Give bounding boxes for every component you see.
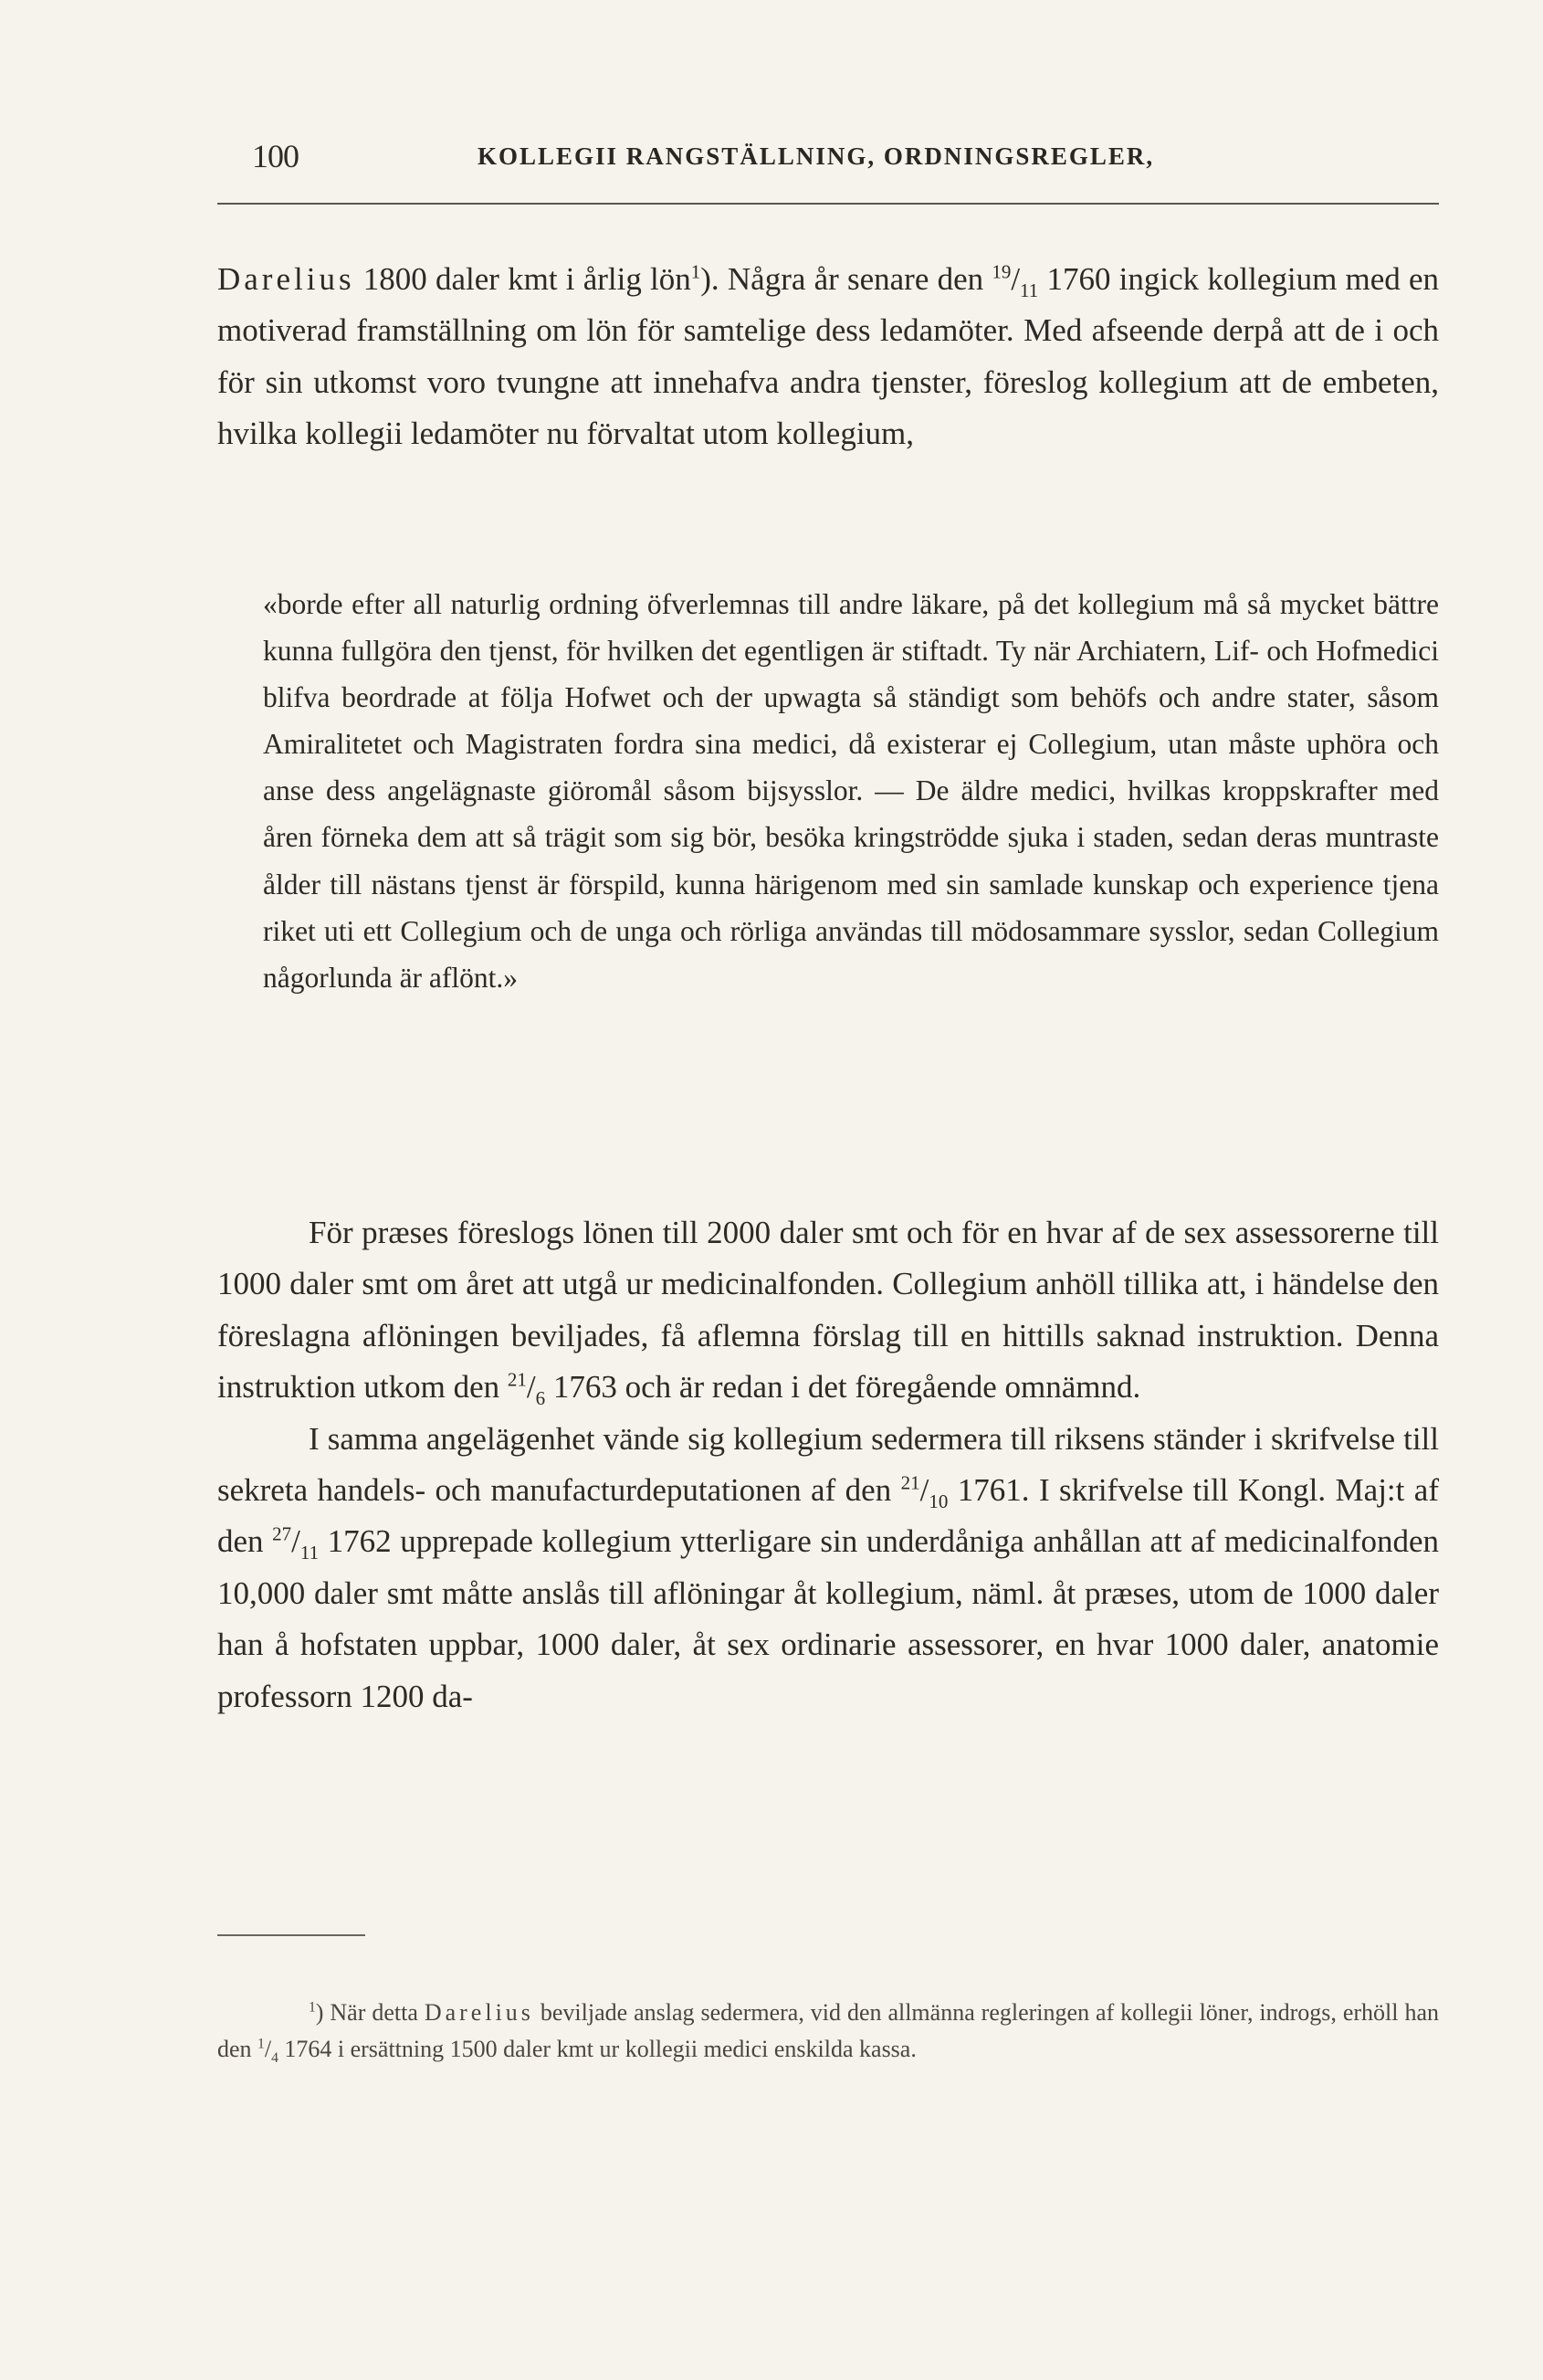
text-segment: beviljade anslag sedermera, vid den allmänna regleringen af kollegii löner, indrogs, erhöll han den — [217, 1999, 1439, 2062]
date-day: 21 — [507, 1368, 527, 1391]
date-month: 11 — [299, 1542, 320, 1564]
page-number: 100 — [252, 138, 299, 174]
footnote-marker: 1 — [309, 1999, 316, 2016]
person-name-darelius: Darelius — [217, 261, 355, 297]
footnote: $^1$) När detta Darelius beviljade anslag sedermera, vid den allmänna regleringen af kollegii löner, indrogs, erhöll han den $^1/_4$ 1764 i ersättning 1500 daler kmt ur kollegii medici enskilda kassa. — [217, 1999, 1439, 2067]
date-month: 11 — [1020, 279, 1039, 301]
header-rule — [217, 203, 1439, 205]
text-segment: I samma angelägenhet vände sig kollegium sedermera till riksens ständer i skrifvelse till sekreta handels- och manufacturdeputationen af den — [217, 1420, 1439, 1509]
date-month: 6 — [535, 1387, 546, 1410]
text-segment: För præses föreslogs lönen till 2000 daler smt och för en hvar af de sex assessorerne till 1000 daler smt om året att utgå ur medicinalfonden. Collegium anhöll tillika att, i händelse den föreslagna aflöningen beviljades, få aflemna förslag till en hittills saknad instruktion. Denna instruktion utkom den — [217, 1215, 1439, 1406]
text-segment: 1763 och är redan i det föregående omnämnd. — [545, 1369, 1141, 1406]
date-month: 10 — [929, 1490, 949, 1513]
text-segment: 1800 daler kmt i årlig lön — [354, 261, 691, 297]
block-quote: «borde efter all naturlig ordning öfverlemnas till andre läkare, på det kollegium må så mycket bättre kunna fullgöra den tjenst, för hvilken det egentligen är stiftadt. Ty när Archiatern, Lif- och Hofmedici blifva beordrade at följa Hofwet och der upwagta så ständigt som behöfs och andre stater, såsom Amiralitetet och Magistraten fordra sina medici, då existerar ej Collegium, utan måste uphöra och anse dess angelägnaste giöromål såsom bijsysslor. — De äldre medici, hvilkas kroppskrafter med åren förneka dem att så trägit som sig bör, besöka kringströdde sjuka i staden, sedan deras muntraste ålder till nästans tjenst är förspild, kunna härigenom med sin samlade kunskap och experience tjena riket uti ett Collegium och de unga och rörliga användas till mödosammare sysslor, sedan Collegium någorlunda är aflönt.» — [263, 588, 1439, 994]
paragraph-darelius-salary: Darelius 1800 daler kmt i årlig lön$^1$). Några år senare den $^{19}/_{11}$ 1760 ingick kollegium med en motiverad framställning om lön för samtelige dess ledamöter. Med afseende derpå att de i och för sin utkomst voro tvungne att innehafva andra tjenster, föreslog kollegium att de embeten, hvilka kollegii ledamöter nu förvaltat utom kollegium, — [217, 260, 1439, 452]
date-day: 1 — [257, 2036, 265, 2052]
text-segment: 1762 upprepade kollegium ytterligare sin underdåniga anhållan att af medicinalfonden 10,000 daler smt måtte anslås till aflöningar åt kollegium, näml. åt præses, utom de 1000 daler han å hofstaten uppbar, 1000 daler, åt sex ordinarie assessorer, en hvar 1000 daler, anatomie professorn 1200 da- — [217, 1523, 1439, 1714]
paragraph-praeses-salary: För præses föreslogs lönen till 2000 daler smt och för en hvar af de sex assessorerne till 1000 daler smt om året att utgå ur medicinalfonden. Collegium anhöll tillika att, i händelse den föreslagna aflöningen beviljades, få aflemna förslag till en hittills saknad instruktion. Denna instruktion utkom den $^{21}/_6$ 1763 och är redan i det föregående omnämnd. — [217, 1215, 1439, 1410]
text-segment: 1761. I skrifvelse till Kongl. Maj:t af den — [217, 1472, 1440, 1560]
date-day: 19 — [992, 260, 1012, 283]
running-head: KOLLEGII RANGSTÄLLNING, ORDNINGSREGLER, — [478, 142, 1155, 170]
footnote-rule — [217, 1934, 365, 1936]
page-header — [217, 137, 1439, 174]
paragraph-estates-petition: I samma angelägenhet vände sig kollegium sedermera till riksens ständer i skrifvelse till sekreta handels- och manufacturdeputationen af den $^{21}/_{10}$ 1761. I skrifvelse till Kongl. Maj:t af den $^{27}/_{11}$ 1762 upprepade kollegium ytterligare sin underdåniga anhållan att af medicinalfonden 10,000 daler smt måtte anslås till aflöningar åt kollegium, näml. åt præses, utom de 1000 daler han å hofstaten uppbar, 1000 daler, åt sex ordinarie assessorer, en hvar 1000 daler, anatomie professorn 1200 da- — [217, 1420, 1440, 1714]
salary-paragraphs — [217, 1207, 1439, 1722]
text-segment: 1760 ingick kollegium med en motiverad framställning om lön för samtelige dess ledamöter. Med afseende derpå att de i och för sin utkomst voro tvungne att innehafva andra tjenster, föreslog kollegium att de embeten, hvilka kollegii ledamöter nu förvaltat utom kollegium, — [217, 261, 1439, 452]
text-segment: ) När detta — [315, 1999, 425, 2026]
date-month: 4 — [271, 2050, 278, 2067]
text-segment: 1764 i ersättning 1500 daler kmt ur kollegii medici enskilda kassa. — [278, 2036, 917, 2062]
person-name-darelius: Darelius — [424, 1999, 534, 2026]
footnote-reference: 1 — [690, 260, 701, 283]
text-segment: ). Några år senare den — [700, 261, 992, 297]
date-day: 21 — [900, 1471, 920, 1494]
date-day: 27 — [272, 1522, 292, 1545]
